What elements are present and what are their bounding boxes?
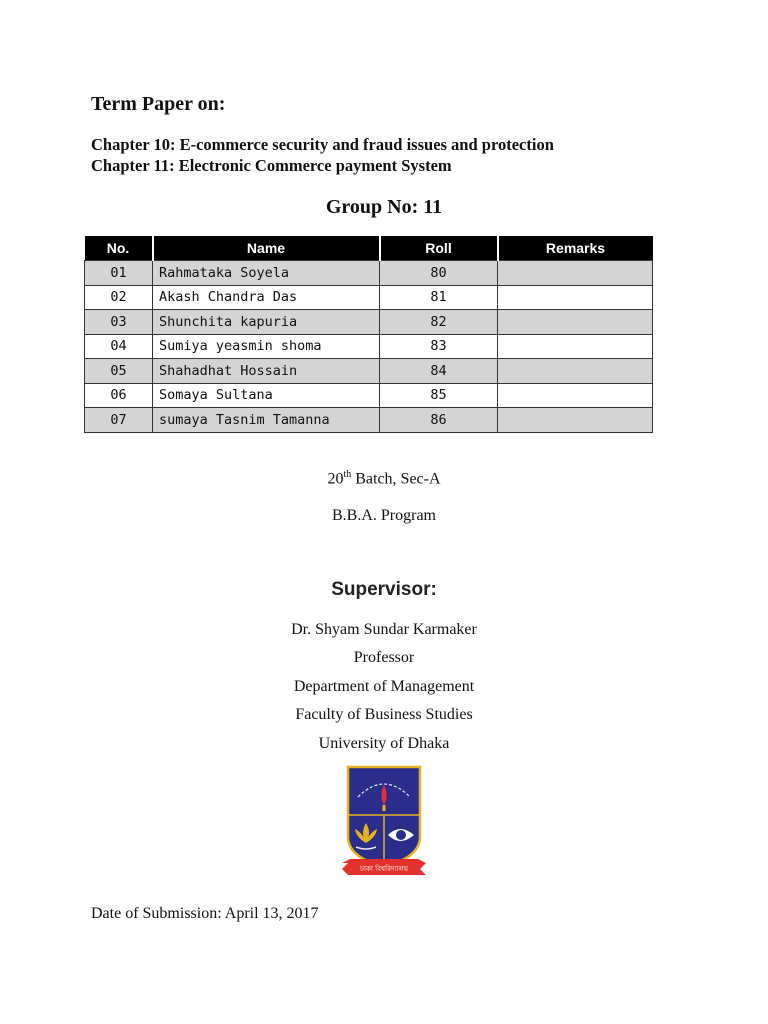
table-row: [85, 334, 653, 359]
cell-roll: 85: [380, 383, 498, 408]
members-table: [84, 236, 653, 433]
cell-no: 02: [85, 285, 153, 310]
batch-section: [0, 469, 768, 488]
cell-no: 04: [85, 334, 153, 359]
cell-name: Shahadhat Hossain: [153, 359, 380, 384]
group-number: Group No: 11: [325, 196, 443, 218]
cell-name: sumaya Tasnim Tamanna: [153, 408, 380, 433]
seal-banner-text: ঢাকা বিশ্ববিদ্যালয়: [359, 865, 409, 873]
table-row: [85, 261, 653, 286]
cell-name: Shunchita kapuria: [153, 310, 380, 335]
header-remarks: Remarks: [498, 236, 653, 261]
supervisor-designation: Professor: [353, 649, 415, 666]
cell-no: 03: [85, 310, 153, 335]
batch-number: 20: [327, 470, 344, 488]
chapter-10-line: Chapter 10: E-commerce security and fraud issues and protection: [91, 135, 554, 154]
cell-name: Akash Chandra Das: [153, 285, 380, 310]
table-row: [85, 383, 653, 408]
cell-no: 01: [85, 261, 153, 286]
cell-remarks: [498, 310, 653, 335]
table-header-row: [85, 236, 653, 261]
cell-remarks: [498, 334, 653, 359]
cell-roll: 83: [380, 334, 498, 359]
header-roll: Roll: [380, 236, 498, 261]
table-row: [85, 310, 653, 335]
cell-no: 06: [85, 383, 153, 408]
cell-remarks: [498, 261, 653, 286]
cell-roll: 82: [380, 310, 498, 335]
table-row: [85, 285, 653, 310]
page-title: Term Paper on:: [91, 93, 226, 115]
supervisor-university: University of Dhaka: [318, 735, 450, 752]
table-row: [85, 408, 653, 433]
cell-no: 07: [85, 408, 153, 433]
cell-roll: 81: [380, 285, 498, 310]
cell-roll: 86: [380, 408, 498, 433]
header-name: Name: [153, 236, 380, 261]
supervisor-name: Dr. Shyam Sundar Karmaker: [291, 621, 477, 638]
submission-date: Date of Submission: April 13, 2017: [91, 905, 319, 922]
table-row: [85, 359, 653, 384]
chapter-list: [91, 134, 554, 176]
header-no: No.: [85, 236, 153, 261]
batch-ordinal-suffix: th: [343, 469, 352, 480]
cell-name: Rahmataka Soyela: [153, 261, 380, 286]
cell-remarks: [498, 408, 653, 433]
cell-name: Sumiya yeasmin shoma: [153, 334, 380, 359]
cell-no: 05: [85, 359, 153, 384]
supervisor-department: Department of Management: [293, 678, 475, 695]
supervisor-faculty: Faculty of Business Studies: [295, 706, 473, 723]
cell-roll: 80: [380, 261, 498, 286]
cell-remarks: [498, 359, 653, 384]
cell-name: Somaya Sultana: [153, 383, 380, 408]
supervisor-heading: Supervisor:: [331, 579, 437, 600]
cell-roll: 84: [380, 359, 498, 384]
cell-remarks: [498, 383, 653, 408]
university-seal-logo: [336, 763, 432, 885]
chapter-11-line: Chapter 11: Electronic Commerce payment System: [91, 156, 452, 175]
program-name: B.B.A. Program: [332, 507, 436, 524]
batch-text: Batch, Sec-A: [351, 470, 441, 488]
cell-remarks: [498, 285, 653, 310]
